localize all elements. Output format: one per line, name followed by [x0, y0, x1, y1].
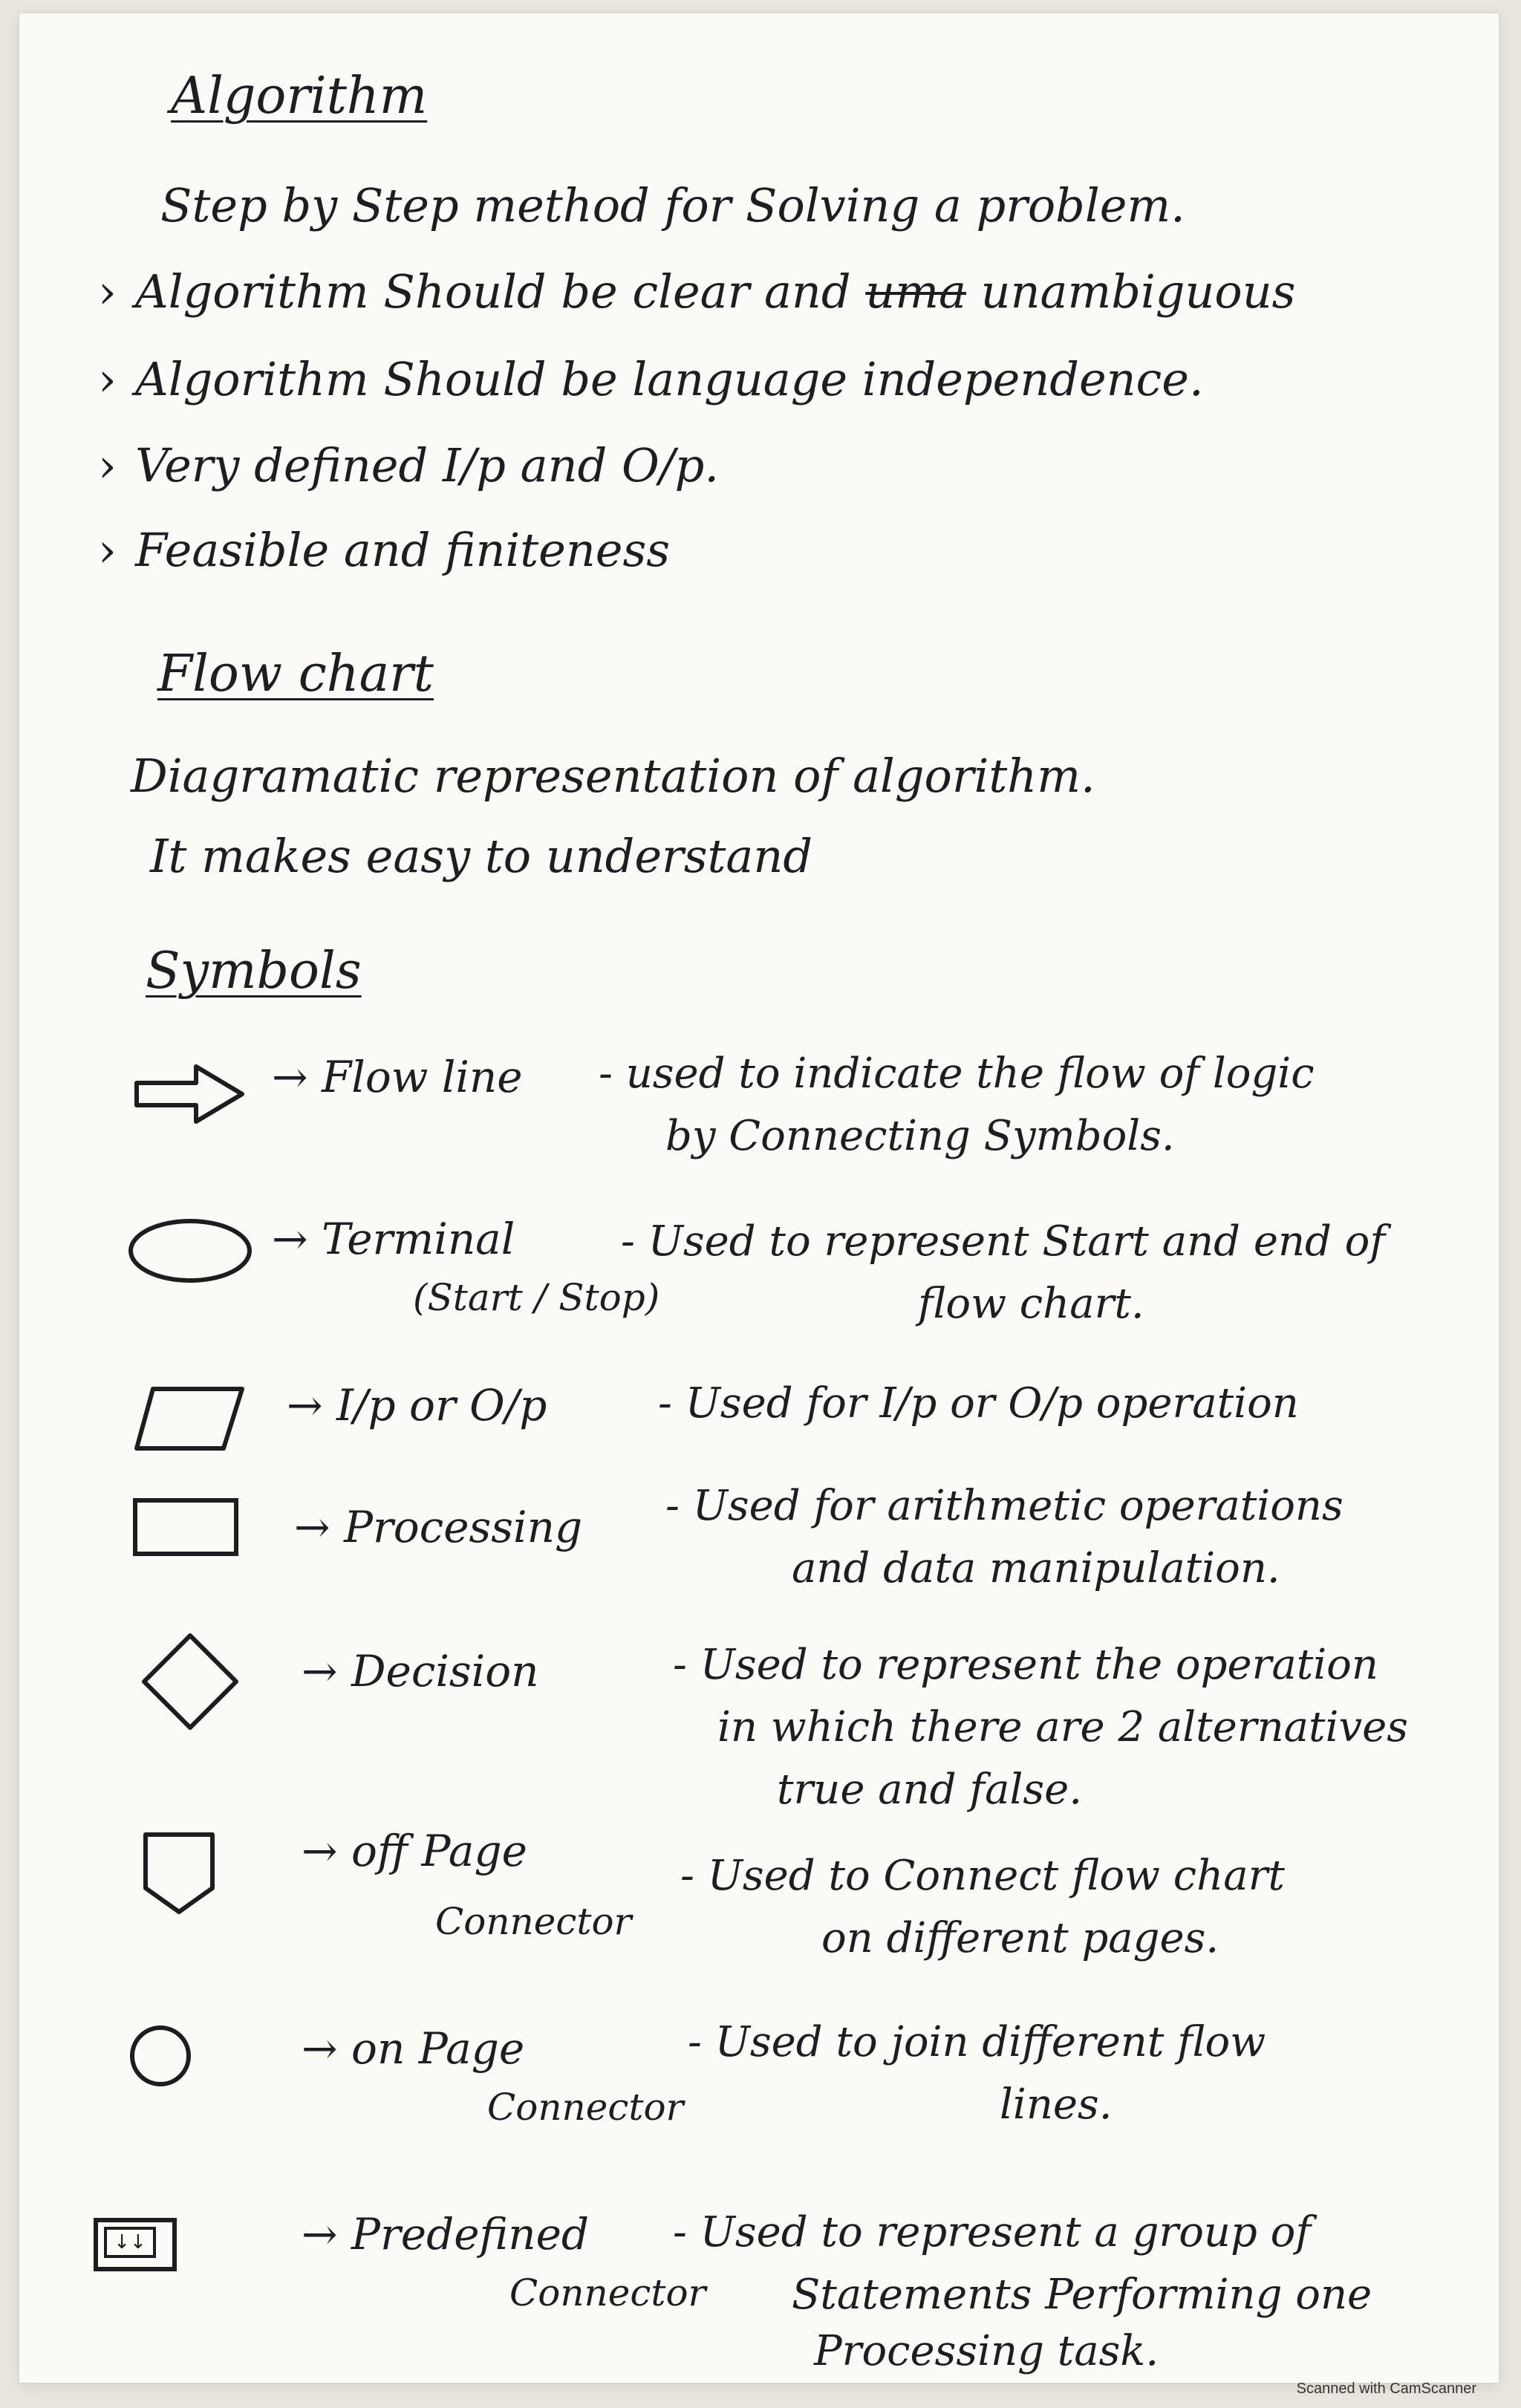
algorithm-bullet-4	[98, 523, 670, 577]
symbol-desc-io-1: - Used for I/p or O/p operation	[658, 1379, 1299, 1428]
symbol-name-on-page: → on Page	[302, 2023, 525, 2074]
symbol-desc-decision-1: - Used to represent the operation	[673, 1641, 1378, 1689]
symbol-desc-predefined-3: Processing task.	[814, 2327, 1159, 2375]
symbol-desc-on-page-2: lines.	[1000, 2080, 1113, 2129]
symbol-desc-flow-line-2: by Connecting Symbols.	[665, 1112, 1175, 1160]
symbol-desc-terminal-2: flow chart.	[918, 1280, 1144, 1328]
bullet-mark: ›	[98, 352, 117, 406]
flowchart-line-1: Diagramatic representation of algorithm.	[131, 749, 1095, 803]
symbol-desc-decision-3: true and false.	[777, 1766, 1083, 1814]
algorithm-definition: Step by Step method for Solving a problem.	[160, 178, 1185, 232]
symbols-heading: Symbols	[146, 942, 362, 1000]
off-page-connector-icon	[138, 1829, 220, 1918]
symbol-name-predefined: → Predefined	[302, 2209, 590, 2259]
predefined-process-icon	[94, 2218, 177, 2271]
symbol-desc-off-page-2: on different pages.	[821, 1914, 1219, 1962]
symbol-desc-predefined-1: - Used to represent a group of	[673, 2208, 1312, 2256]
symbol-name-decision: → Decision	[302, 1646, 539, 1696]
flowchart-heading: Flow chart	[157, 645, 434, 703]
scanner-watermark: Scanned with CamScanner	[1296, 2381, 1476, 2397]
symbol-name-processing: → Processing	[294, 1502, 583, 1552]
bullet-text: Very defined I/p and O/p.	[135, 438, 720, 492]
symbol-name-io: → I/p or O/p	[287, 1380, 547, 1431]
symbol-name-terminal: → Terminal	[272, 1214, 515, 1264]
flow-line-arrow-icon	[131, 1061, 250, 1127]
bullet-mark: ›	[98, 523, 117, 577]
decision-diamond-icon	[138, 1630, 242, 1734]
notebook-page	[19, 13, 1499, 2383]
symbol-sub-on-page: Connector	[487, 2086, 684, 2129]
algorithm-heading: Algorithm	[171, 67, 428, 126]
bullet-text-continued: unambiguous	[980, 264, 1296, 319]
flowchart-line-2: It makes easy to understand	[150, 829, 813, 883]
bullet-mark: ›	[98, 264, 117, 319]
algorithm-bullet-3	[98, 438, 719, 492]
terminal-oval-icon	[123, 1214, 257, 1288]
predefined-inner-box: ↓↓	[104, 2227, 156, 2258]
bullet-text: Algorithm Should be language independence.	[135, 352, 1204, 406]
symbol-name-flow-line: → Flow line	[272, 1052, 523, 1102]
symbol-desc-on-page-1: - Used to join different flow	[688, 2018, 1266, 2066]
symbol-sub-off-page: Connector	[435, 1900, 632, 1943]
struck-word: uma	[865, 264, 966, 319]
on-page-connector-icon	[123, 2019, 198, 2093]
symbol-desc-processing-2: and data manipulation.	[792, 1544, 1280, 1592]
symbol-sub-predefined: Connector	[509, 2271, 706, 2314]
algorithm-bullet-1	[98, 264, 1296, 319]
symbol-name-off-page: → off Page	[302, 1826, 527, 1876]
symbol-sub-terminal: (Start / Stop)	[413, 1276, 660, 1319]
symbol-desc-processing-1: - Used for arithmetic operations	[665, 1482, 1344, 1530]
bullet-text: Algorithm Should be clear and	[135, 264, 851, 319]
symbol-desc-off-page-1: - Used to Connect flow chart	[680, 1852, 1285, 1900]
symbol-desc-flow-line-1: - used to indicate the flow of logic	[599, 1050, 1315, 1098]
bullet-mark: ›	[98, 438, 117, 492]
symbol-desc-predefined-2: Statements Performing one	[792, 2271, 1372, 2319]
bullet-text: Feasible and finiteness	[135, 523, 671, 577]
processing-rectangle-icon	[131, 1494, 242, 1561]
io-parallelogram-icon	[131, 1382, 250, 1456]
symbol-desc-decision-2: in which there are 2 alternatives	[717, 1703, 1408, 1751]
symbol-desc-terminal-1: - Used to represent Start and end of	[621, 1217, 1386, 1266]
algorithm-bullet-2	[98, 352, 1204, 406]
